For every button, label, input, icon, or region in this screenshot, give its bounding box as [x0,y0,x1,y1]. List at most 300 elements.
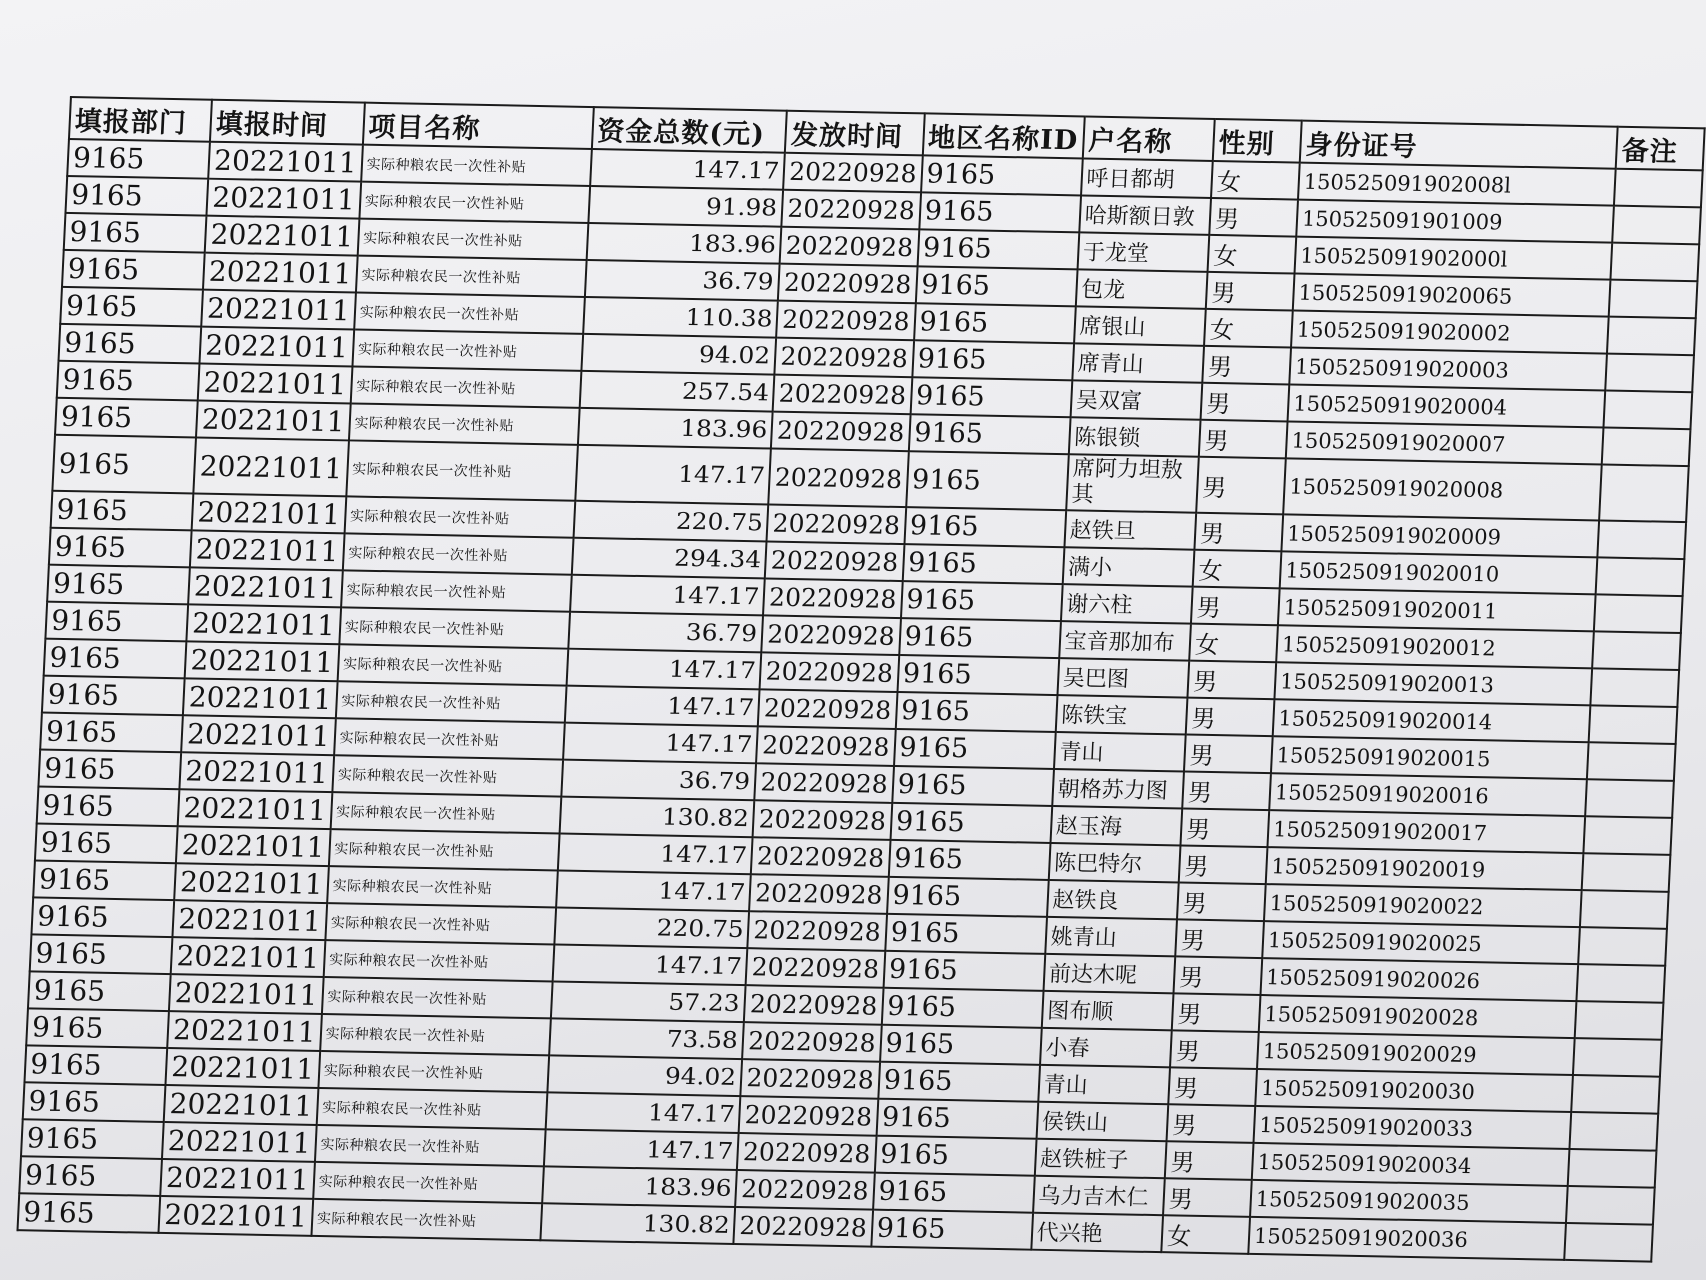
cell-fill-date: 20221011 [187,604,341,644]
cell-pay-date: 20220928 [742,1022,881,1062]
cell-project: 实际种粮农民一次性补贴 [357,219,588,260]
amount-value: 94.02 [664,1063,738,1091]
cell-region-id: 9165 [915,266,1077,306]
cell-household-name: 赵玉海 [1050,806,1182,845]
cell-dept: 9165 [21,1119,164,1159]
cell-note [1596,557,1685,596]
cell-sex: 男 [1201,383,1290,422]
amount-value: 183.96 [643,1173,732,1202]
cell-region-id: 9165 [906,451,1069,510]
cell-region-id: 9165 [887,877,1049,917]
cell-amount [588,186,783,227]
cell-region-id: 9165 [908,414,1070,454]
cell-region-id: 9165 [899,618,1061,658]
cell-id-number: 1505250919020026 [1260,958,1578,1001]
cell-id-number: 1505250919020009 [1281,514,1599,557]
cell-id-number: 1505250919020034 [1252,1143,1570,1186]
amount-value: 147.17 [659,840,748,869]
cell-fill-date: 20221011 [208,142,362,182]
cell-note [1607,317,1696,356]
cell-sex: 女 [1208,235,1297,274]
cell-project: 实际种粮农民一次性补贴 [327,866,558,907]
header-id-number: 身份证号 [1300,121,1618,169]
cell-pay-date: 20220928 [751,837,890,877]
cell-pay-date: 20220928 [773,375,912,415]
cell-region-id: 9165 [885,914,1047,954]
cell-region-id: 9165 [897,655,1059,695]
cell-project: 实际种粮农民一次性补贴 [334,718,565,759]
cell-household-name: 呼日都胡 [1081,158,1213,197]
cell-note [1564,1223,1653,1262]
cell-id-number: 1505250919020012 [1276,625,1594,668]
cell-amount [570,575,765,616]
cell-note [1571,1075,1660,1114]
cell-pay-date: 20220928 [780,227,919,267]
cell-id-number: 1505250919020014 [1273,699,1591,742]
cell-pay-date: 20220928 [748,911,887,951]
amount-value: 36.79 [678,767,752,795]
cell-amount [547,1055,742,1096]
cell-project: 实际种粮农民一次性补贴 [320,1014,551,1055]
cell-dept: 9165 [33,860,176,900]
cell-pay-date: 20220928 [741,1059,880,1099]
cell-note [1589,705,1678,744]
cell-note [1585,779,1674,818]
cell-region-id: 9165 [895,692,1057,732]
cell-region-id: 9165 [873,1173,1035,1213]
cell-id-number: 1505250919020022 [1264,884,1582,927]
cell-id-number: 1505250919020036 [1248,1217,1566,1260]
cell-household-name: 图布顺 [1041,991,1173,1030]
cell-household-name: 席银山 [1074,306,1206,345]
cell-note [1578,927,1667,966]
cell-note [1612,206,1701,245]
cell-dept: 9165 [64,213,207,253]
cell-pay-date: 20220928 [762,615,901,655]
amount-value: 130.82 [642,1210,731,1239]
cell-id-number: 1505250919020010 [1280,551,1598,594]
amount-value: 147.17 [666,693,755,721]
cell-project: 实际种粮农民一次性补贴 [342,533,573,574]
cell-fill-date: 20221011 [171,937,325,977]
cell-sex: 男 [1168,1067,1257,1106]
cell-household-name: 哈斯额日敦 [1079,195,1211,234]
cell-region-id: 9165 [917,229,1079,269]
cell-dept: 9165 [44,639,187,679]
cell-dept: 9165 [31,897,174,937]
amount-value: 257.54 [681,378,770,406]
cell-pay-date: 20220928 [771,412,910,452]
cell-project: 实际种粮农民一次性补贴 [313,1162,544,1203]
cell-fill-date: 20221011 [193,437,348,496]
cell-fill-date: 20221011 [180,752,334,792]
cell-note [1590,668,1679,707]
cell-fill-date: 20221011 [190,530,344,570]
cell-sex: 男 [1174,956,1263,995]
cell-sex: 女 [1204,309,1293,348]
cell-sex: 女 [1161,1215,1250,1254]
cell-fill-date: 20221011 [198,364,352,404]
cell-id-number: 150525091902000l [1294,237,1612,280]
cell-id-number: 150525091902008l [1298,163,1616,206]
cell-note [1584,816,1673,855]
cell-project: 实际种粮农民一次性补贴 [336,681,567,722]
cell-id-number: 1505250919020065 [1293,274,1611,317]
cell-fill-date: 20221011 [169,974,323,1014]
header-note: 备注 [1616,127,1705,171]
cell-amount [544,1129,739,1170]
cell-note [1577,964,1666,1003]
amount-value: 147.17 [671,582,760,610]
cell-dept: 9165 [57,361,200,401]
cell-dept: 9165 [49,528,192,568]
cell-dept: 9165 [47,565,190,605]
subsidy-table [16,96,1705,1263]
cell-dept: 9165 [18,1193,161,1233]
cell-fill-date: 20221011 [203,253,357,293]
cell-dept: 9165 [65,176,208,216]
header-sex: 性别 [1213,119,1302,163]
amount-value: 147.17 [647,1099,736,1128]
cell-id-number: 1505250919020019 [1266,847,1584,890]
cell-region-id: 9165 [894,729,1056,769]
cell-amount [559,797,754,838]
cell-amount [583,297,778,338]
cell-sex: 男 [1188,661,1277,700]
amount-value: 147.17 [691,156,780,185]
header-fill-date: 填报时间 [210,100,364,145]
cell-sex: 男 [1163,1178,1252,1217]
cell-pay-date: 20220928 [734,1207,873,1247]
cell-note [1611,243,1700,282]
cell-dept: 9165 [37,787,180,827]
cell-dept: 9165 [62,250,205,290]
cell-sex: 女 [1193,550,1282,589]
cell-fill-date: 20221011 [176,826,330,866]
cell-fill-date: 20221011 [159,1196,313,1236]
cell-household-name: 朝格苏力图 [1052,769,1184,808]
cell-dept: 9165 [19,1156,162,1196]
cell-amount [575,445,771,505]
amount-value: 294.34 [673,545,762,573]
amount-value: 94.02 [698,341,772,369]
cell-note [1614,169,1703,208]
cell-pay-date: 20220928 [746,948,885,988]
cell-region-id: 9165 [914,303,1076,343]
cell-pay-date: 20220928 [765,541,904,581]
amount-value: 147.17 [657,877,746,906]
cell-dept: 9165 [45,602,188,642]
cell-dept: 9165 [51,491,194,531]
cell-project: 实际种粮农民一次性补贴 [341,570,572,611]
amount-value: 57.23 [668,989,741,1017]
cell-fill-date: 20221011 [173,900,327,940]
cell-project: 实际种粮农民一次性补贴 [325,903,556,944]
cell-amount [545,1092,740,1133]
cell-sex: 男 [1194,513,1283,552]
cell-id-number: 150525091901009 [1296,200,1614,243]
cell-pay-date: 20220928 [763,578,902,618]
cell-id-number: 1505250919020013 [1274,662,1592,705]
cell-sex: 男 [1182,772,1271,811]
cell-fill-date: 20221011 [162,1122,316,1162]
cell-note [1599,464,1689,522]
cell-amount [573,501,768,542]
cell-household-name: 小春 [1040,1028,1172,1067]
cell-project: 实际种粮农民一次性补贴 [337,644,568,685]
cell-amount [586,223,781,264]
cell-note [1602,428,1691,467]
cell-fill-date: 20221011 [205,216,359,256]
cell-region-id: 9165 [881,988,1043,1028]
cell-amount [542,1166,737,1207]
cell-note [1592,631,1681,670]
cell-id-number: 1505250919020011 [1278,588,1596,631]
cell-id-number: 1505250919020004 [1287,384,1605,427]
cell-household-name: 赵铁良 [1047,880,1179,919]
cell-sex: 男 [1179,845,1268,884]
cell-project: 实际种粮农民一次性补贴 [344,496,575,537]
cell-project: 实际种粮农民一次性补贴 [359,182,590,223]
header-amount: 资金总数(元) [592,107,788,153]
cell-project: 实际种粮农民一次性补贴 [332,755,563,796]
cell-note [1575,1001,1664,1040]
cell-sex: 男 [1167,1104,1256,1143]
cell-household-name: 于龙堂 [1077,232,1209,271]
cell-region-id: 9165 [883,951,1045,991]
cell-id-number: 1505250919020029 [1257,1032,1575,1075]
cell-fill-date: 20221011 [178,789,332,829]
cell-fill-date: 20221011 [185,641,339,681]
cell-region-id: 9165 [871,1210,1033,1250]
cell-household-name: 前达木呢 [1043,954,1175,993]
cell-amount [581,334,776,375]
cell-pay-date: 20220928 [769,449,909,508]
cell-household-name: 吴双富 [1070,380,1202,419]
cell-pay-date: 20220928 [756,726,895,766]
cell-id-number: 1505250919020028 [1259,995,1577,1038]
cell-note [1587,742,1676,781]
cell-dept: 9165 [30,934,173,974]
cell-pay-date: 20220928 [782,190,921,230]
cell-amount [585,260,780,301]
header-pay-date: 发放时间 [785,111,924,156]
cell-sex: 男 [1184,735,1273,774]
cell-project: 实际种粮农民一次性补贴 [318,1051,549,1092]
amount-value: 220.75 [675,508,764,536]
amount-value: 147.17 [645,1136,734,1165]
cell-dept: 9165 [35,823,178,863]
cell-id-number: 1505250919020003 [1289,347,1607,390]
cell-household-name: 赵铁旦 [1064,510,1196,549]
cell-dept: 9165 [28,971,171,1011]
cell-dept: 9165 [24,1045,167,1085]
cell-note [1609,280,1698,319]
cell-amount [552,944,747,985]
cell-dept: 9165 [59,324,202,364]
cell-pay-date: 20220928 [783,153,922,193]
table-body [18,139,1703,1262]
cell-pay-date: 20220928 [760,652,899,692]
cell-pay-date: 20220928 [776,301,915,341]
cell-pay-date: 20220928 [767,504,906,544]
cell-pay-date: 20220928 [735,1170,874,1210]
cell-fill-date: 20221011 [160,1159,314,1199]
amount-value: 220.75 [655,914,745,943]
cell-household-name: 乌力吉木仁 [1033,1176,1165,1215]
cell-amount [554,907,749,948]
cell-sex: 女 [1211,161,1300,200]
cell-pay-date: 20220928 [775,338,914,378]
cell-project: 实际种粮农民一次性补贴 [323,940,554,981]
cell-pay-date: 20220928 [758,689,897,729]
cell-fill-date: 20221011 [200,327,354,367]
amount-value: 130.82 [661,804,750,832]
cell-region-id: 9165 [919,192,1081,232]
amount-value: 110.38 [684,304,773,333]
cell-id-number: 1505250919020035 [1250,1180,1568,1223]
cell-id-number: 1505250919020033 [1253,1106,1571,1149]
cell-project: 实际种粮农民一次性补贴 [352,329,583,370]
cell-amount [565,686,760,727]
amount-value: 183.96 [688,230,777,259]
amount-value: 147.17 [677,461,766,490]
cell-household-name: 席青山 [1072,343,1204,382]
header-dept: 填报部门 [69,97,212,142]
cell-household-name: 姚青山 [1045,917,1177,956]
cell-dept: 9165 [67,139,210,179]
cell-amount [566,649,761,690]
cell-household-name: 陈巴特尔 [1048,843,1180,882]
cell-region-id: 9165 [880,1025,1042,1065]
cell-household-name: 青山 [1038,1065,1170,1104]
cell-household-name: 谢六柱 [1061,584,1193,623]
cell-fill-date: 20221011 [167,1011,321,1051]
cell-fill-date: 20221011 [183,678,337,718]
cell-pay-date: 20220928 [739,1096,878,1136]
cell-id-number: 1505250919020016 [1269,773,1587,816]
amount-value: 73.58 [666,1026,739,1054]
cell-id-number: 1505250919020025 [1262,921,1580,964]
cell-household-name: 吴巴图 [1057,658,1189,697]
cell-project: 实际种粮农民一次性补贴 [311,1199,542,1240]
cell-household-name: 宝音那加布 [1059,621,1191,660]
cell-project: 实际种粮农民一次性补贴 [356,256,587,297]
cell-fill-date: 20221011 [201,290,355,330]
amount-value: 91.98 [705,193,779,222]
cell-sex: 男 [1199,420,1288,459]
cell-region-id: 9165 [876,1099,1038,1139]
cell-pay-date: 20220928 [749,874,888,914]
cell-amount [551,981,746,1022]
cell-household-name: 满小 [1062,547,1194,586]
cell-note [1582,853,1671,892]
cell-dept: 9165 [60,287,203,327]
cell-household-name: 席阿力坦敖其 [1066,454,1199,512]
cell-project: 实际种粮农民一次性补贴 [339,607,570,648]
cell-amount [540,1203,735,1244]
amount-value: 36.79 [702,267,775,296]
cell-fill-date: 20221011 [207,179,361,219]
cell-note [1604,391,1693,430]
cell-project: 实际种粮农民一次性补贴 [354,293,585,334]
cell-household-name: 陈铁宝 [1055,695,1187,734]
cell-region-id: 9165 [910,377,1072,417]
cell-id-number: 1505250919020002 [1291,311,1609,354]
cell-fill-date: 20221011 [188,567,342,607]
cell-project: 实际种粮农民一次性补贴 [350,366,581,407]
cell-sex: 男 [1202,346,1291,385]
cell-region-id: 9165 [901,581,1063,621]
cell-amount [579,371,774,412]
cell-pay-date: 20220928 [755,763,894,803]
cell-dept: 9165 [42,676,185,716]
cell-project: 实际种粮农民一次性补贴 [349,403,580,444]
amount-value: 147.17 [654,951,743,980]
cell-amount [561,760,756,801]
cell-dept: 9165 [23,1082,166,1122]
cell-project: 实际种粮农民一次性补贴 [330,792,561,833]
cell-note [1568,1149,1657,1188]
cell-fill-date: 20221011 [196,401,350,441]
cell-region-id: 9165 [888,840,1050,880]
cell-amount [556,871,751,912]
header-project: 项目名称 [363,103,594,149]
cell-region-id: 9165 [892,766,1054,806]
cell-sex: 男 [1172,993,1261,1032]
cell-note [1573,1038,1662,1077]
cell-project: 实际种粮农民一次性补贴 [329,829,560,870]
cell-fill-date: 20221011 [181,715,335,755]
cell-amount [563,723,758,764]
cell-sex: 男 [1209,198,1298,237]
cell-amount [578,408,773,449]
cell-dept: 9165 [26,1008,169,1048]
cell-project: 实际种粮农民一次性补贴 [346,440,578,500]
cell-id-number: 1505250919020015 [1271,736,1589,779]
cell-amount [558,834,753,875]
cell-sex: 男 [1177,882,1266,921]
cell-project: 实际种粮农民一次性补贴 [322,977,553,1018]
cell-sex: 男 [1196,457,1285,515]
cell-amount [549,1018,744,1059]
cell-pay-date: 20220928 [744,985,883,1025]
cell-household-name: 包龙 [1075,269,1207,308]
cell-note [1580,890,1669,929]
cell-note [1566,1186,1655,1225]
cell-region-id: 9165 [902,544,1064,584]
cell-fill-date: 20221011 [166,1048,320,1088]
cell-dept: 9165 [52,435,196,494]
ledger-document [16,96,1705,1263]
cell-sex: 女 [1189,624,1278,663]
cell-dept: 9165 [55,398,198,438]
cell-region-id: 9165 [921,155,1083,195]
cell-pay-date: 20220928 [737,1133,876,1173]
cell-dept: 9165 [40,713,183,753]
cell-project: 实际种粮农民一次性补贴 [361,145,592,186]
cell-amount [590,149,785,190]
header-region-id: 地区名称ID [922,113,1084,158]
cell-note [1570,1112,1659,1151]
cell-sex: 男 [1181,808,1270,847]
cell-id-number: 1505250919020007 [1286,421,1604,464]
cell-sex: 男 [1206,272,1295,311]
amount-value: 36.79 [685,619,759,647]
cell-amount [572,538,767,579]
cell-fill-date: 20221011 [174,863,328,903]
cell-pay-date: 20220928 [778,264,917,304]
